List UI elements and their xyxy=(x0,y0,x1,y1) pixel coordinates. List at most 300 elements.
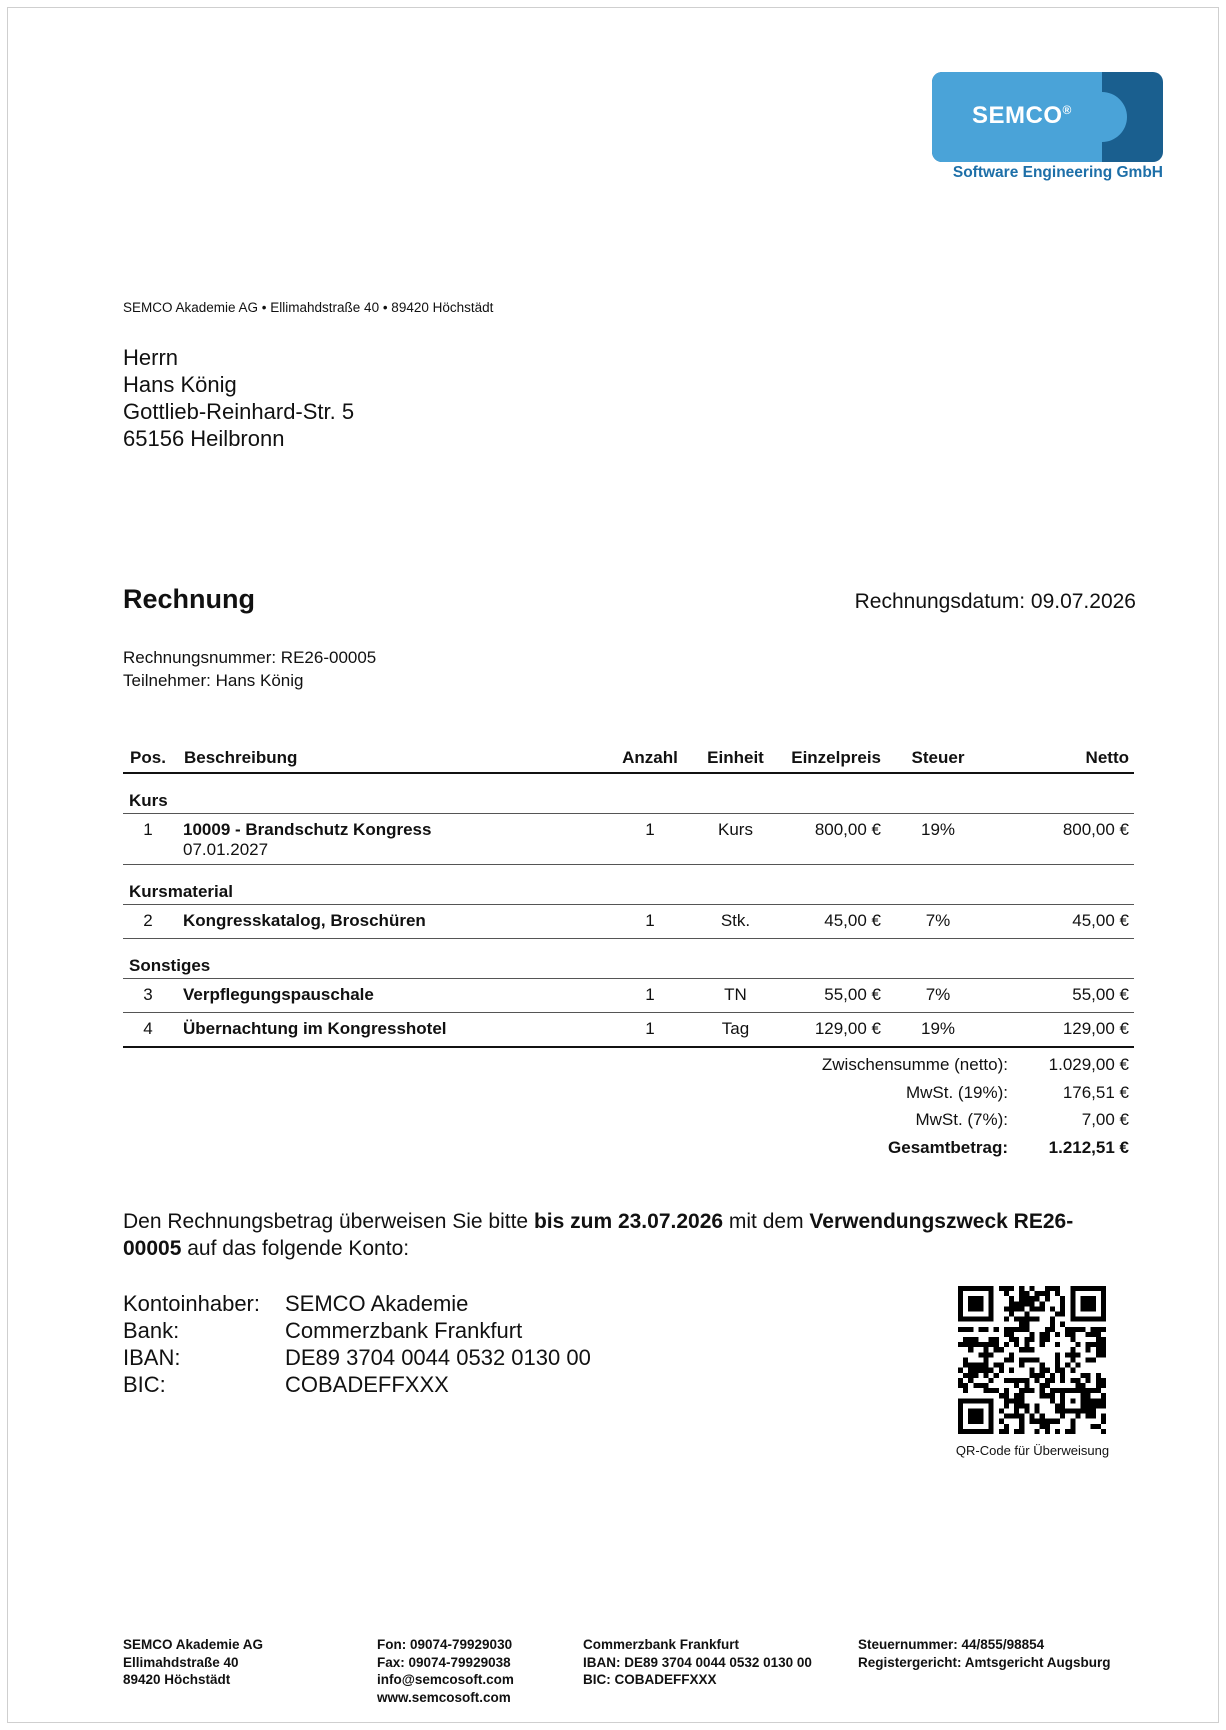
qr-module xyxy=(1009,1357,1014,1362)
qr-module xyxy=(1024,1347,1029,1352)
qr-module xyxy=(1035,1408,1040,1413)
qr-module xyxy=(1045,1291,1050,1296)
qr-module xyxy=(984,1347,989,1352)
qr-module xyxy=(968,1306,973,1311)
qr-module xyxy=(984,1429,989,1434)
qr-module xyxy=(978,1429,983,1434)
qr-module xyxy=(1040,1332,1045,1337)
qr-module xyxy=(1091,1388,1096,1393)
qr-module xyxy=(1091,1408,1096,1413)
qr-module xyxy=(1029,1347,1034,1352)
qr-module xyxy=(1045,1378,1050,1383)
qr-module xyxy=(1096,1383,1101,1388)
qr-module xyxy=(1070,1398,1075,1403)
qr-module xyxy=(1101,1317,1106,1322)
qr-module xyxy=(1019,1296,1024,1301)
header-unit: Einheit xyxy=(707,748,764,767)
footer-contact: Fon: 09074-79929030 Fax: 09074-79929038 info@semcosoft.com www.semcosoft.com xyxy=(377,1637,514,1705)
qr-module xyxy=(1101,1342,1106,1347)
qr-module xyxy=(1050,1286,1055,1291)
qr-module xyxy=(973,1414,978,1419)
qr-module xyxy=(984,1383,989,1388)
qr-module xyxy=(1024,1317,1029,1322)
qr-module xyxy=(978,1398,983,1403)
qr-module xyxy=(1040,1388,1045,1393)
qr-module xyxy=(1024,1301,1029,1306)
qr-module xyxy=(984,1388,989,1393)
qr-module xyxy=(1019,1327,1024,1332)
qr-module xyxy=(1091,1327,1096,1332)
qr-module xyxy=(958,1327,963,1332)
qr-module xyxy=(1055,1352,1060,1357)
qr-module xyxy=(958,1296,963,1301)
qr-module xyxy=(1055,1291,1060,1296)
qr-module xyxy=(1024,1312,1029,1317)
qr-module xyxy=(1004,1332,1009,1337)
qr-module xyxy=(1086,1393,1091,1398)
qr-module xyxy=(1019,1388,1024,1393)
qr-module xyxy=(1024,1327,1029,1332)
invoice-meta xyxy=(123,646,376,692)
qr-module xyxy=(1035,1306,1040,1311)
qr-module xyxy=(1096,1398,1101,1403)
header-tax: Steuer xyxy=(911,748,965,767)
qr-module xyxy=(1045,1286,1050,1291)
qr-module xyxy=(1019,1286,1024,1291)
qr-module xyxy=(958,1312,963,1317)
qr-module xyxy=(1055,1403,1060,1408)
qr-module xyxy=(1019,1429,1024,1434)
qr-module xyxy=(1035,1373,1040,1378)
qr-module xyxy=(963,1342,968,1347)
qr-caption: QR-Code für Überweisung xyxy=(955,1443,1110,1458)
qr-module xyxy=(968,1342,973,1347)
qr-module xyxy=(978,1317,983,1322)
qr-module xyxy=(984,1373,989,1378)
qr-module xyxy=(1045,1424,1050,1429)
qr-module xyxy=(1014,1301,1019,1306)
qr-module xyxy=(1096,1332,1101,1337)
qr-module xyxy=(973,1419,978,1424)
qr-module xyxy=(1024,1403,1029,1408)
qr-module xyxy=(1091,1286,1096,1291)
qr-module xyxy=(1070,1424,1075,1429)
footer-bank: Commerzbank Frankfurt IBAN: DE89 3704 0044 0532 0130 00 BIC: COBADEFFXXX xyxy=(583,1637,812,1687)
qr-module xyxy=(1050,1322,1055,1327)
qr-module xyxy=(1009,1301,1014,1306)
qr-module xyxy=(1009,1286,1014,1291)
qr-module xyxy=(1086,1296,1091,1301)
qr-module xyxy=(1035,1357,1040,1362)
qr-module xyxy=(973,1296,978,1301)
qr-module xyxy=(1080,1393,1085,1398)
qr-module xyxy=(1091,1398,1096,1403)
qr-module xyxy=(989,1337,994,1342)
qr-module xyxy=(1091,1342,1096,1347)
qr-module xyxy=(999,1368,1004,1373)
qr-module xyxy=(1096,1317,1101,1322)
qr-module xyxy=(978,1383,983,1388)
qr-module xyxy=(973,1368,978,1373)
qr-module xyxy=(958,1317,963,1322)
qr-module xyxy=(1050,1373,1055,1378)
qr-module xyxy=(958,1429,963,1434)
totals-block xyxy=(123,1055,1134,1165)
qr-module xyxy=(968,1327,973,1332)
header-price: Einzelpreis xyxy=(791,748,881,767)
qr-module xyxy=(989,1286,994,1291)
qr-module xyxy=(989,1352,994,1357)
qr-module xyxy=(989,1301,994,1306)
qr-module xyxy=(978,1368,983,1373)
qr-module xyxy=(1004,1398,1009,1403)
qr-module xyxy=(1065,1388,1070,1393)
qr-module xyxy=(1040,1337,1045,1342)
qr-module xyxy=(1070,1429,1075,1434)
qr-module xyxy=(1101,1414,1106,1419)
qr-module xyxy=(1080,1383,1085,1388)
qr-module xyxy=(1019,1357,1024,1362)
qr-module xyxy=(1096,1388,1101,1393)
qr-module xyxy=(1040,1414,1045,1419)
qr-module xyxy=(1075,1342,1080,1347)
qr-module xyxy=(1024,1388,1029,1393)
qr-module xyxy=(1045,1296,1050,1301)
qr-module xyxy=(973,1317,978,1322)
qr-module xyxy=(1091,1306,1096,1311)
qr-module xyxy=(1004,1403,1009,1408)
qr-module xyxy=(1101,1312,1106,1317)
qr-module xyxy=(958,1342,963,1347)
qr-module xyxy=(1075,1317,1080,1322)
qr-module xyxy=(968,1317,973,1322)
qr-module xyxy=(1060,1312,1065,1317)
qr-module xyxy=(1086,1332,1091,1337)
qr-module xyxy=(1040,1383,1045,1388)
qr-module xyxy=(1019,1363,1024,1368)
qr-module xyxy=(1035,1291,1040,1296)
qr-module xyxy=(1009,1352,1014,1357)
qr-module xyxy=(1096,1342,1101,1347)
qr-module xyxy=(1035,1378,1040,1383)
qr-module xyxy=(968,1408,973,1413)
qr-module xyxy=(968,1368,973,1373)
qr-module xyxy=(984,1352,989,1357)
qr-module xyxy=(1009,1368,1014,1373)
recipient-address xyxy=(123,344,354,452)
qr-module xyxy=(1040,1301,1045,1306)
qr-module xyxy=(1060,1301,1065,1306)
qr-module xyxy=(1004,1393,1009,1398)
qr-module xyxy=(1101,1378,1106,1383)
qr-module xyxy=(1024,1337,1029,1342)
qr-module xyxy=(1050,1306,1055,1311)
qr-module xyxy=(1086,1378,1091,1383)
qr-module xyxy=(1086,1286,1091,1291)
qr-module xyxy=(1045,1429,1050,1434)
qr-module xyxy=(989,1378,994,1383)
qr-module xyxy=(1035,1419,1040,1424)
qr-module xyxy=(963,1398,968,1403)
qr-module xyxy=(1060,1306,1065,1311)
qr-module xyxy=(968,1378,973,1383)
qr-module xyxy=(1014,1429,1019,1434)
qr-module xyxy=(958,1383,963,1388)
qr-module xyxy=(1024,1408,1029,1413)
qr-module xyxy=(963,1357,968,1362)
qr-module xyxy=(1029,1373,1034,1378)
qr-module xyxy=(958,1291,963,1296)
qr-module xyxy=(1070,1419,1075,1424)
qr-module xyxy=(1004,1317,1009,1322)
group-row: Sonstiges xyxy=(123,939,1134,979)
qr-module xyxy=(1019,1347,1024,1352)
qr-module xyxy=(1014,1342,1019,1347)
qr-module xyxy=(1055,1357,1060,1362)
qr-module xyxy=(999,1408,1004,1413)
qr-module xyxy=(1014,1393,1019,1398)
qr-module xyxy=(1086,1342,1091,1347)
qr-module xyxy=(994,1373,999,1378)
qr-module xyxy=(1086,1301,1091,1306)
qr-module xyxy=(1029,1306,1034,1311)
qr-module xyxy=(1019,1301,1024,1306)
qr-module xyxy=(1101,1398,1106,1403)
qr-module xyxy=(1080,1327,1085,1332)
qr-module xyxy=(973,1337,978,1342)
payment-qr-code xyxy=(958,1286,1106,1434)
qr-module xyxy=(968,1286,973,1291)
recipient-city: 65156 Heilbronn xyxy=(123,426,285,451)
document-title: Rechnung xyxy=(123,584,255,614)
qr-module xyxy=(1019,1291,1024,1296)
qr-module xyxy=(1004,1286,1009,1291)
qr-module xyxy=(1050,1317,1055,1322)
qr-module xyxy=(1045,1383,1050,1388)
qr-module xyxy=(1060,1373,1065,1378)
qr-module xyxy=(978,1363,983,1368)
qr-module xyxy=(1040,1363,1045,1368)
qr-module xyxy=(968,1398,973,1403)
qr-module xyxy=(1055,1388,1060,1393)
qr-module xyxy=(994,1388,999,1393)
items-table xyxy=(123,744,1134,1048)
qr-module xyxy=(1055,1286,1060,1291)
qr-module xyxy=(999,1347,1004,1352)
qr-module xyxy=(1045,1393,1050,1398)
qr-module xyxy=(1101,1337,1106,1342)
qr-module xyxy=(1101,1419,1106,1424)
qr-module xyxy=(1019,1403,1024,1408)
qr-module xyxy=(989,1312,994,1317)
qr-module xyxy=(1014,1408,1019,1413)
qr-module xyxy=(973,1383,978,1388)
qr-module xyxy=(1096,1337,1101,1342)
qr-module xyxy=(1045,1332,1050,1337)
qr-module xyxy=(1050,1327,1055,1332)
qr-module xyxy=(1004,1306,1009,1311)
qr-module xyxy=(994,1342,999,1347)
qr-module xyxy=(999,1286,1004,1291)
qr-module xyxy=(994,1327,999,1332)
qr-module xyxy=(1070,1368,1075,1373)
qr-module xyxy=(989,1291,994,1296)
qr-module xyxy=(973,1429,978,1434)
qr-module xyxy=(978,1327,983,1332)
qr-module xyxy=(1070,1337,1075,1342)
qr-module xyxy=(958,1286,963,1291)
qr-module xyxy=(1004,1388,1009,1393)
qr-module xyxy=(1024,1342,1029,1347)
qr-module xyxy=(984,1317,989,1322)
qr-module xyxy=(1040,1291,1045,1296)
qr-module xyxy=(1096,1378,1101,1383)
qr-module xyxy=(1035,1429,1040,1434)
qr-module xyxy=(1040,1424,1045,1429)
qr-module xyxy=(1080,1317,1085,1322)
qr-module xyxy=(1019,1419,1024,1424)
qr-module xyxy=(1075,1408,1080,1413)
qr-module xyxy=(999,1393,1004,1398)
qr-module xyxy=(989,1306,994,1311)
qr-module xyxy=(958,1419,963,1424)
qr-module xyxy=(1096,1286,1101,1291)
qr-module xyxy=(963,1286,968,1291)
qr-module xyxy=(1101,1301,1106,1306)
qr-module xyxy=(1091,1357,1096,1362)
qr-module xyxy=(963,1327,968,1332)
qr-module xyxy=(994,1363,999,1368)
qr-module xyxy=(968,1429,973,1434)
qr-module xyxy=(1004,1414,1009,1419)
qr-module xyxy=(1004,1378,1009,1383)
qr-module xyxy=(1086,1398,1091,1403)
qr-module xyxy=(978,1408,983,1413)
qr-module xyxy=(1070,1286,1075,1291)
qr-module xyxy=(989,1424,994,1429)
qr-module xyxy=(1029,1419,1034,1424)
qr-module xyxy=(1029,1317,1034,1322)
qr-module xyxy=(958,1414,963,1419)
qr-module xyxy=(989,1429,994,1434)
qr-module xyxy=(973,1363,978,1368)
qr-module xyxy=(978,1301,983,1306)
qr-module xyxy=(1080,1408,1085,1413)
qr-module xyxy=(1086,1347,1091,1352)
qr-module xyxy=(1009,1332,1014,1337)
qr-module xyxy=(1080,1286,1085,1291)
qr-module xyxy=(999,1363,1004,1368)
qr-module xyxy=(1101,1429,1106,1434)
qr-module xyxy=(989,1408,994,1413)
qr-module xyxy=(989,1403,994,1408)
qr-module xyxy=(1045,1337,1050,1342)
qr-module xyxy=(1096,1373,1101,1378)
qr-module xyxy=(978,1342,983,1347)
qr-module xyxy=(1080,1398,1085,1403)
qr-module xyxy=(1009,1327,1014,1332)
qr-module xyxy=(1065,1408,1070,1413)
qr-module xyxy=(1065,1352,1070,1357)
qr-module xyxy=(1009,1337,1014,1342)
qr-module xyxy=(989,1317,994,1322)
qr-module xyxy=(1004,1357,1009,1362)
qr-module xyxy=(1019,1414,1024,1419)
qr-module xyxy=(1070,1347,1075,1352)
qr-module xyxy=(984,1327,989,1332)
qr-module xyxy=(989,1388,994,1393)
qr-module xyxy=(1014,1306,1019,1311)
qr-module xyxy=(1096,1347,1101,1352)
qr-module xyxy=(968,1347,973,1352)
qr-module xyxy=(1050,1393,1055,1398)
qr-module xyxy=(1040,1306,1045,1311)
qr-module xyxy=(973,1398,978,1403)
qr-module xyxy=(1101,1403,1106,1408)
qr-module xyxy=(1060,1408,1065,1413)
qr-module xyxy=(1091,1414,1096,1419)
qr-module xyxy=(1029,1332,1034,1337)
vat-19-row: MwSt. (19%): 176,51 € xyxy=(905,1082,1129,1102)
qr-module xyxy=(1070,1301,1075,1306)
qr-module xyxy=(1070,1332,1075,1337)
qr-module xyxy=(994,1337,999,1342)
qr-module xyxy=(1070,1296,1075,1301)
qr-module xyxy=(958,1408,963,1413)
table-row: 3 Verpflegungspauschale 1 TN 55,00 € 7% 55,00 € xyxy=(123,979,1134,1013)
qr-module xyxy=(1091,1296,1096,1301)
qr-module xyxy=(1101,1393,1106,1398)
qr-module xyxy=(1070,1357,1075,1362)
qr-module xyxy=(1086,1373,1091,1378)
qr-module xyxy=(978,1306,983,1311)
qr-module xyxy=(1060,1378,1065,1383)
qr-module xyxy=(1075,1327,1080,1332)
qr-module xyxy=(1086,1388,1091,1393)
recipient-salutation: Herrn xyxy=(123,345,179,370)
qr-module xyxy=(963,1388,968,1393)
qr-module xyxy=(1060,1322,1065,1327)
sender-address-line: SEMCO Akademie AG • Ellimahdstraße 40 • 89420 Höchstädt xyxy=(123,300,494,315)
qr-module xyxy=(1086,1306,1091,1311)
footer-company: SEMCO Akademie AG Ellimahdstraße 40 89420 Höchstädt xyxy=(123,1637,264,1687)
invoice-number: Rechnungsnummer: RE26-00005 xyxy=(123,648,377,667)
qr-module xyxy=(963,1317,968,1322)
qr-module xyxy=(968,1419,973,1424)
qr-module xyxy=(984,1342,989,1347)
qr-module xyxy=(1029,1414,1034,1419)
qr-module xyxy=(1091,1301,1096,1306)
invoice-date: Rechnungsdatum: 09.07.2026 xyxy=(854,590,1136,613)
logo-subtitle: Software Engineering GmbH xyxy=(952,164,1163,181)
qr-module xyxy=(973,1286,978,1291)
qr-module xyxy=(1080,1373,1085,1378)
qr-module xyxy=(1040,1373,1045,1378)
qr-module xyxy=(1055,1408,1060,1413)
qr-module xyxy=(1080,1403,1085,1408)
qr-module xyxy=(963,1429,968,1434)
qr-module xyxy=(1060,1403,1065,1408)
qr-module xyxy=(1091,1332,1096,1337)
qr-module xyxy=(1009,1398,1014,1403)
qr-module xyxy=(958,1403,963,1408)
qr-module xyxy=(1004,1291,1009,1296)
qr-module xyxy=(1086,1403,1091,1408)
qr-module xyxy=(1070,1408,1075,1413)
qr-module xyxy=(1004,1424,1009,1429)
qr-module xyxy=(1101,1327,1106,1332)
qr-module xyxy=(1091,1317,1096,1322)
